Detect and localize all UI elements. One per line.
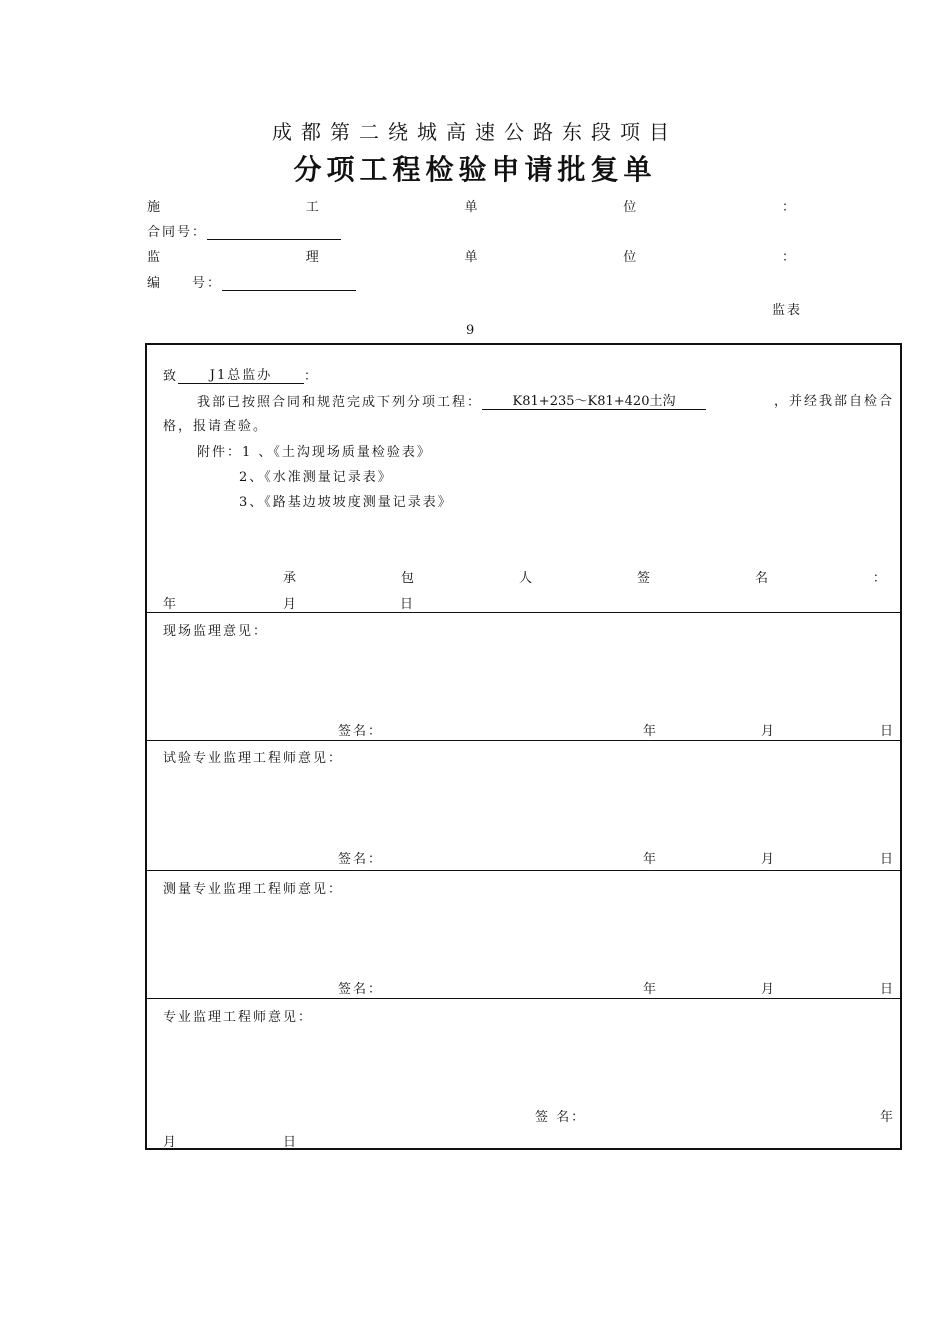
- contractor-label-char: ：: [781, 200, 795, 215]
- addressee-value: J1总监办: [178, 364, 304, 384]
- contract-no-label: 合同号：: [147, 225, 208, 240]
- attachment-1: 附件：1 、《土沟现场质量检验表》: [197, 445, 432, 460]
- specialist-engineer-year: 年: [880, 1110, 896, 1125]
- row-divider: [145, 998, 902, 999]
- survey-engineer-month: 月: [761, 982, 777, 997]
- site-supervisor-sign-label: 签名：: [338, 724, 384, 739]
- body-line-2: 格，报请查验。: [163, 419, 269, 434]
- site-supervisor-year: 年: [643, 724, 659, 739]
- contractor-label-char: 施: [147, 200, 161, 215]
- survey-engineer-sign-label: 签名：: [338, 982, 384, 997]
- body-prefix: 我部已按照合同和规范完成下列分项工程：: [197, 395, 483, 410]
- contractor-label-char: 位: [623, 200, 637, 215]
- attachment-3: 3、《路基边坡坡度测量记录表》: [239, 495, 453, 510]
- contractor-signature-row: [283, 567, 886, 586]
- signer-char: 名: [754, 571, 768, 586]
- test-engineer-month: 月: [761, 852, 777, 867]
- test-engineer-day: 日: [880, 852, 896, 867]
- specialist-engineer-opinion-label: 专业监理工程师意见：: [163, 1010, 314, 1025]
- specialist-engineer-day: 日: [283, 1135, 299, 1150]
- supervisor-label-char: 监: [147, 250, 161, 265]
- addressee-prefix: 致: [163, 369, 179, 384]
- supervisor-row: [147, 246, 795, 265]
- project-name: 成都第二绕城高速公路东段项目: [272, 120, 678, 144]
- row-divider: [145, 870, 902, 871]
- supervisor-label-char: 单: [464, 250, 478, 265]
- signer-char: ：: [872, 571, 886, 586]
- site-supervisor-month: 月: [761, 724, 777, 739]
- addressee-suffix: ：: [304, 369, 320, 384]
- specialist-engineer-month: 月: [163, 1135, 179, 1150]
- serial-no-label: 编 号：: [147, 276, 223, 291]
- contractor-label-char: 工: [305, 200, 319, 215]
- application-date-year: 年: [163, 597, 179, 612]
- test-engineer-sign-label: 签名：: [338, 852, 384, 867]
- contractor-row: [147, 196, 795, 215]
- contract-no-line: [207, 225, 341, 240]
- row-divider: [145, 740, 902, 741]
- application-date-day: 日: [400, 597, 416, 612]
- application-date-month: 月: [283, 597, 299, 612]
- body-suffix: ，并经我部自检合: [773, 394, 894, 409]
- row-divider: [145, 612, 902, 613]
- supervisor-label-char: 理: [305, 250, 319, 265]
- form-code: 监表: [772, 303, 803, 318]
- form-title: 分项工程检验申请批复单: [293, 153, 657, 186]
- test-engineer-year: 年: [643, 852, 659, 867]
- serial-no-line: [222, 276, 356, 291]
- contractor-label-char: 单: [464, 200, 478, 215]
- survey-engineer-year: 年: [643, 982, 659, 997]
- signer-char: 签: [636, 571, 650, 586]
- work-item: K81+235～K81+420土沟: [482, 390, 706, 410]
- serial-no-row: [147, 272, 356, 291]
- form-number: 9: [466, 323, 477, 338]
- site-supervisor-opinion-label: 现场监理意见：: [163, 624, 269, 639]
- attachment-2: 2、《水准测量记录表》: [239, 470, 393, 485]
- addressee-row: [163, 364, 319, 384]
- supervisor-label-char: ：: [781, 250, 795, 265]
- signer-char: 承: [283, 571, 297, 586]
- signer-char: 人: [518, 571, 532, 586]
- site-supervisor-day: 日: [880, 724, 896, 739]
- survey-engineer-day: 日: [880, 982, 896, 997]
- supervisor-label-char: 位: [623, 250, 637, 265]
- specialist-engineer-sign-label: 签 名：: [535, 1110, 587, 1125]
- signer-char: 包: [400, 571, 414, 586]
- survey-engineer-opinion-label: 测量专业监理工程师意见：: [163, 882, 344, 897]
- contract-no-row: [147, 221, 341, 240]
- test-engineer-opinion-label: 试验专业监理工程师意见：: [163, 751, 344, 766]
- body-line-1: [197, 390, 894, 410]
